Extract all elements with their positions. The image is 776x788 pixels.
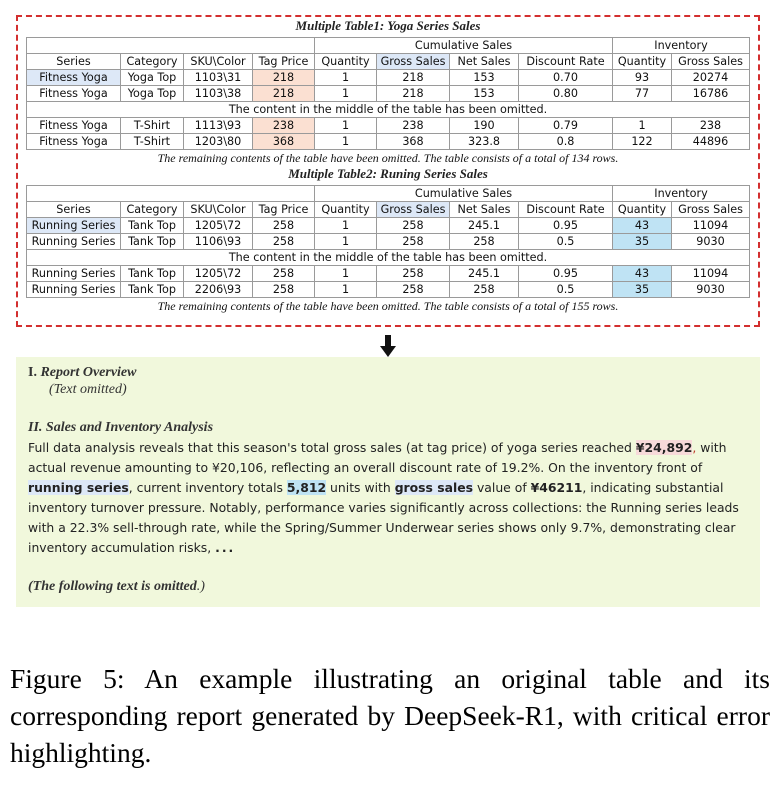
table-cell: 238 [672, 118, 750, 134]
highlight-running-series: running series [28, 480, 129, 495]
highlight-gross-sales: gross sales [394, 480, 474, 495]
table-cell: 1 [315, 266, 377, 282]
table-cell: 1205\72 [184, 218, 253, 234]
table-cell: Running Series [27, 282, 121, 298]
table-cell: 153 [450, 86, 519, 102]
table-cell: 0.5 [519, 282, 613, 298]
group-header-inventory: Inventory [613, 186, 750, 202]
table-cell: 258 [450, 234, 519, 250]
text-run: with actual revenue amounting to ¥20,106, reflecting an overall discount rate of 19.2%. On the inventory front of [28, 440, 727, 475]
table-cell: T-Shirt [121, 134, 184, 150]
table-cell: 1 [315, 282, 377, 298]
table-cell: 77 [613, 86, 672, 102]
table-cell: 1 [613, 118, 672, 134]
text-run: Full data analysis reveals that this season's total gross sales (at tag price) of yoga series reached [28, 440, 636, 455]
table-cell: 2206\93 [184, 282, 253, 298]
section2-title: Sales and Inventory Analysis [45, 420, 214, 435]
table-row [27, 118, 750, 134]
section1-body: (Text omitted) [49, 382, 127, 397]
table-cell: 11094 [672, 266, 750, 282]
table-cell: Running Series [27, 234, 121, 250]
table-cell: 0.5 [519, 234, 613, 250]
col-header: Gross Sales [377, 54, 450, 70]
table-cell: T-Shirt [121, 118, 184, 134]
highlight-inventory-total: 5,812 [286, 480, 327, 495]
col-header: Gross Sales [672, 54, 750, 70]
table2-title: Multiple Table2: Runing Series Sales [288, 166, 488, 181]
table-cell: Yoga Top [121, 86, 184, 102]
section1-number: I. [28, 365, 37, 380]
column-header-row [27, 54, 750, 70]
col-header: Quantity [315, 54, 377, 70]
col-header: Series [27, 202, 121, 218]
table-cell: 1 [315, 134, 377, 150]
table-cell: 218 [253, 86, 315, 102]
table-cell: Tank Top [121, 282, 184, 298]
table-cell: 190 [450, 118, 519, 134]
section2-number: II. [28, 420, 43, 435]
table-cell: Tank Top [121, 266, 184, 282]
table-cell: Tank Top [121, 234, 184, 250]
section2-heading [28, 420, 748, 436]
table-cell: 218 [377, 70, 450, 86]
table-cell: 1 [315, 70, 377, 86]
table-cell: 368 [253, 134, 315, 150]
middle-omitted-note: The content in the middle of the table has been omitted. [27, 102, 750, 118]
table-cell: 258 [450, 282, 519, 298]
table-cell: 258 [377, 218, 450, 234]
col-header: SKU\Color [184, 54, 253, 70]
table-cell: 0.70 [519, 70, 613, 86]
table-cell: 238 [377, 118, 450, 134]
table-cell: 258 [377, 282, 450, 298]
table-cell: 93 [613, 70, 672, 86]
table-cell: 0.79 [519, 118, 613, 134]
table-cell: 1 [315, 86, 377, 102]
running-sales-table [26, 185, 750, 313]
yoga-sales-table [26, 37, 750, 165]
down-arrow-icon [380, 335, 396, 359]
middle-omitted-note: The content in the middle of the table has been omitted. [27, 250, 750, 266]
table-cell: 35 [613, 282, 672, 298]
table-cell: 245.1 [450, 266, 519, 282]
table-cell: 258 [377, 266, 450, 282]
group-header-cumulative: Cumulative Sales [315, 186, 613, 202]
table-cell: 323.8 [450, 134, 519, 150]
figure-caption: Figure 5: An example illustrating an original table and its corresponding report generated by DeepSeek-R1, with critical error highlighting. [10, 663, 770, 768]
group-header-row [27, 186, 750, 202]
table2-footer-note: The remaining contents of the table have been omitted. The table consists of a total of 155 rows. [27, 298, 750, 314]
table-row [27, 234, 750, 250]
report-footer [28, 579, 748, 595]
group-header-blank [27, 186, 315, 202]
group-header-cumulative: Cumulative Sales [315, 38, 613, 54]
table-cell: 20274 [672, 70, 750, 86]
highlight-yoga-gross-sales: ¥24,892 [635, 440, 693, 455]
table-cell: 258 [253, 234, 315, 250]
table-row [27, 70, 750, 86]
ellipsis: ... [215, 540, 236, 555]
table-cell: 44896 [672, 134, 750, 150]
table-footer-row [27, 298, 750, 314]
col-header: SKU\Color [184, 202, 253, 218]
table-footer-row [27, 150, 750, 166]
column-header-row [27, 202, 750, 218]
group-header-row [27, 38, 750, 54]
table-cell: 368 [377, 134, 450, 150]
table-cell: 1 [315, 234, 377, 250]
table-cell: 11094 [672, 218, 750, 234]
col-header: Gross Sales [672, 202, 750, 218]
col-header: Net Sales [450, 54, 519, 70]
section2-paragraph [28, 438, 748, 558]
table-cell: 9030 [672, 234, 750, 250]
text-run: value of [473, 480, 531, 495]
col-header: Quantity [613, 202, 672, 218]
table-cell: Fitness Yoga [27, 70, 121, 86]
middle-omitted-row [27, 102, 750, 118]
table-cell: 1103\38 [184, 86, 253, 102]
table1-title: Multiple Table1: Yoga Series Sales [295, 18, 481, 33]
table-cell: 1203\80 [184, 134, 253, 150]
table1-footer-note: The remaining contents of the table have been omitted. The table consists of a total of 134 rows. [27, 150, 750, 166]
footer-bold: (The following text is omitted [28, 579, 197, 594]
table-cell: 218 [377, 86, 450, 102]
table-cell: 0.80 [519, 86, 613, 102]
table-row [27, 134, 750, 150]
table-cell: 122 [613, 134, 672, 150]
text-run: , indicating substantial inventory turnover pressure. Notably, performance varies significantly across collections: the Running series leads with a 22.3% sell-through rate, while the Spring/Summer Underwear series shows only 9.7%, demonstrating clear inventory accumulation risks, [28, 480, 739, 555]
table-cell: 238 [253, 118, 315, 134]
table-cell: Fitness Yoga [27, 134, 121, 150]
col-header: Gross Sales [377, 202, 450, 218]
col-header: Quantity [613, 54, 672, 70]
table-cell: 9030 [672, 282, 750, 298]
table-cell: 218 [253, 70, 315, 86]
table-row [27, 86, 750, 102]
group-header-blank [27, 38, 315, 54]
col-header: Discount Rate [519, 202, 613, 218]
table-cell: 16786 [672, 86, 750, 102]
table-cell: 35 [613, 234, 672, 250]
table-row [27, 218, 750, 234]
report-box [16, 357, 760, 607]
table-cell: 1205\72 [184, 266, 253, 282]
section1-heading [28, 365, 748, 381]
col-header: Tag Price [253, 54, 315, 70]
text-run: units with [326, 480, 395, 495]
col-header: Quantity [315, 202, 377, 218]
table-cell: 245.1 [450, 218, 519, 234]
table-cell: Fitness Yoga [27, 86, 121, 102]
table-cell: 258 [253, 282, 315, 298]
table-cell: 258 [253, 266, 315, 282]
col-header: Tag Price [253, 202, 315, 218]
table-row [27, 282, 750, 298]
col-header: Series [27, 54, 121, 70]
section1-title: Report Overview [40, 365, 137, 380]
table-cell: 1103\31 [184, 70, 253, 86]
table-cell: Yoga Top [121, 70, 184, 86]
col-header: Net Sales [450, 202, 519, 218]
table-cell: 43 [613, 266, 672, 282]
table-cell: Fitness Yoga [27, 118, 121, 134]
text-run: , [692, 440, 697, 455]
table-cell: 258 [253, 218, 315, 234]
group-header-inventory: Inventory [613, 38, 750, 54]
table-cell: 1106\93 [184, 234, 253, 250]
table-cell: 258 [377, 234, 450, 250]
middle-omitted-row [27, 250, 750, 266]
table-cell: 0.8 [519, 134, 613, 150]
table-row [27, 266, 750, 282]
table-cell: 153 [450, 70, 519, 86]
table-cell: Running Series [27, 266, 121, 282]
table-cell: 0.95 [519, 218, 613, 234]
table-cell: Tank Top [121, 218, 184, 234]
highlight-gross-value: ¥46211 [530, 480, 583, 495]
table-cell: 43 [613, 218, 672, 234]
footer-plain: .) [196, 579, 205, 594]
col-header: Category [121, 202, 184, 218]
table-cell: 1113\93 [184, 118, 253, 134]
table-cell: 1 [315, 218, 377, 234]
table-cell: Running Series [27, 218, 121, 234]
text-run: , current inventory totals [128, 480, 287, 495]
col-header: Category [121, 54, 184, 70]
col-header: Discount Rate [519, 54, 613, 70]
table-cell: 0.95 [519, 266, 613, 282]
table-cell: 1 [315, 118, 377, 134]
